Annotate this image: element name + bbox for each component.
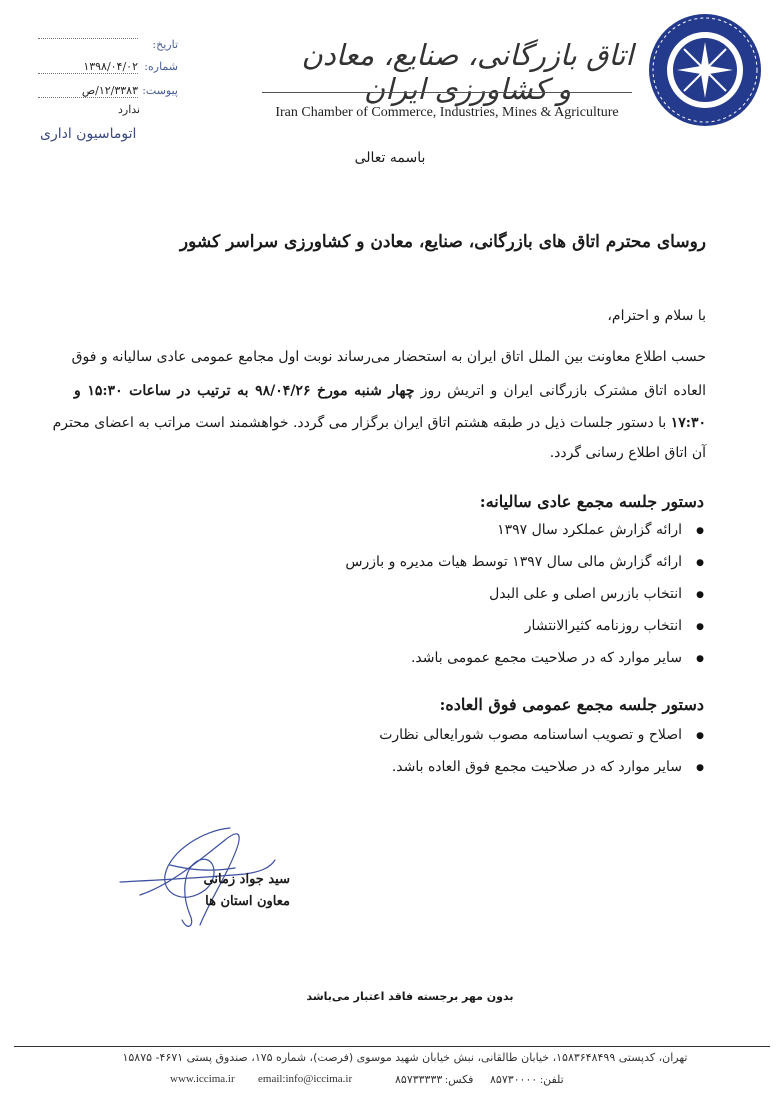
section1-title: دستور جلسه مجمع عادی سالیانه: [479, 492, 704, 511]
meta-number-value: ۱۳۹۸/۰۴/۰۲ [38, 60, 138, 74]
meta-attachment-label: پیوست: [142, 84, 178, 97]
header-name-fa: اتاق بازرگانی، صنایع، معادن و کشاورزی ایران [301, 38, 634, 106]
meta-number-row [28, 60, 178, 80]
paragraph-line-2 [74, 383, 706, 399]
section2-title: دستور جلسه مجمع عمومی فوق العاده: [439, 695, 704, 714]
footer-rule [14, 1046, 770, 1047]
list-item: ● انتخاب روزنامه کثیرالانتشار [345, 618, 704, 650]
paragraph-line-1: حسب اطلاع معاونت بین الملل اتاق ایران به استحضار می‌رساند نوبت اول مجامع عمومی عادی سالیانه و فوق [71, 349, 706, 365]
greeting: با سلام و احترام، [607, 308, 706, 324]
meta-number-label: شماره: [144, 60, 178, 73]
stamp-note: بدون مهر برجسته فاقد اعتبار می‌باشد [306, 990, 514, 1003]
list-item: ● اصلاح و تصویب اساسنامه مصوب شورایعالی نظارت [379, 727, 704, 759]
bismillah: باسمه تعالی [354, 150, 426, 166]
meta-attachment-note: ندارد [118, 103, 141, 116]
meta-attachment-value: ۱۲/۳۳۸۳/ص [38, 84, 138, 98]
meta-date-row [28, 38, 178, 58]
header-rule [262, 92, 632, 93]
footer-tel: تلفن: ۸۵۷۳۰۰۰۰ [490, 1074, 564, 1086]
paragraph-line-3-normal: با دستور جلسات ذیل در طبقه هشتم اتاق ایران برگزار می گردد. خواهشمند است مراتب به اعضای محترم [52, 415, 667, 431]
list-item: ● ارائه گزارش مالی سال ۱۳۹۷ توسط هیات مدیره و بازرس [345, 554, 704, 586]
paragraph-line-3-bold: ۱۷:۳۰ [670, 415, 706, 431]
paragraph-line-2-normal: العاده اتاق مشترک بازرگانی ایران و اتریش روز [420, 383, 706, 399]
list-item: ● سایر موارد که در صلاحیت مجمع عمومی باشد. [345, 650, 704, 682]
footer-website[interactable]: www.iccima.ir [170, 1073, 235, 1085]
section2-list [379, 727, 704, 791]
list-item: ● انتخاب بازرس اصلی و علی البدل [345, 586, 704, 618]
header-name-en: Iran Chamber of Commerce, Industries, Mines & Agriculture [275, 105, 619, 120]
iccima-emblem-icon [640, 10, 770, 130]
recipient: روسای محترم اتاق های بازرگانی، صنایع، معادن و کشاورزی سراسر کشور [179, 232, 706, 252]
section1-list [345, 522, 704, 682]
signatory-name: سید جواد زمانی [203, 872, 290, 887]
meta-date-label: تاریخ: [152, 38, 178, 51]
signatory-title: معاون استان ها [205, 894, 290, 909]
meta-date-value [38, 38, 138, 39]
meta-attachment-row [28, 84, 178, 104]
paragraph-line-4: آن اتاق اطلاع رسانی گردد. [549, 445, 706, 461]
paragraph-line-2-bold: چهار شنبه مورخ ۹۸/۰۴/۲۶ به ترتیب در ساعات ۱۵:۳۰ و [74, 383, 415, 399]
footer-address: تهران، کدپستی ۱۵۸۳۶۴۸۴۹۹، خیابان طالقانی، نبش خیابان شهید موسوی (فرصت)، شماره ۱۷۵، صندوق پستی ۴۶۷۱- ۱۵۸۷۵ [122, 1051, 688, 1064]
footer-email[interactable]: email:info@iccima.ir [258, 1073, 353, 1085]
list-item: ● ارائه گزارش عملکرد سال ۱۳۹۷ [345, 522, 704, 554]
footer-fax: فکس: ۸۵۷۳۳۳۳۳ [395, 1074, 474, 1086]
paragraph-line-3 [52, 415, 706, 431]
footer-contact [170, 1073, 590, 1089]
list-item: ● سایر موارد که در صلاحیت مجمع فوق العاده باشد. [379, 759, 704, 791]
department-label: اتوماسیون اداری [40, 126, 137, 142]
